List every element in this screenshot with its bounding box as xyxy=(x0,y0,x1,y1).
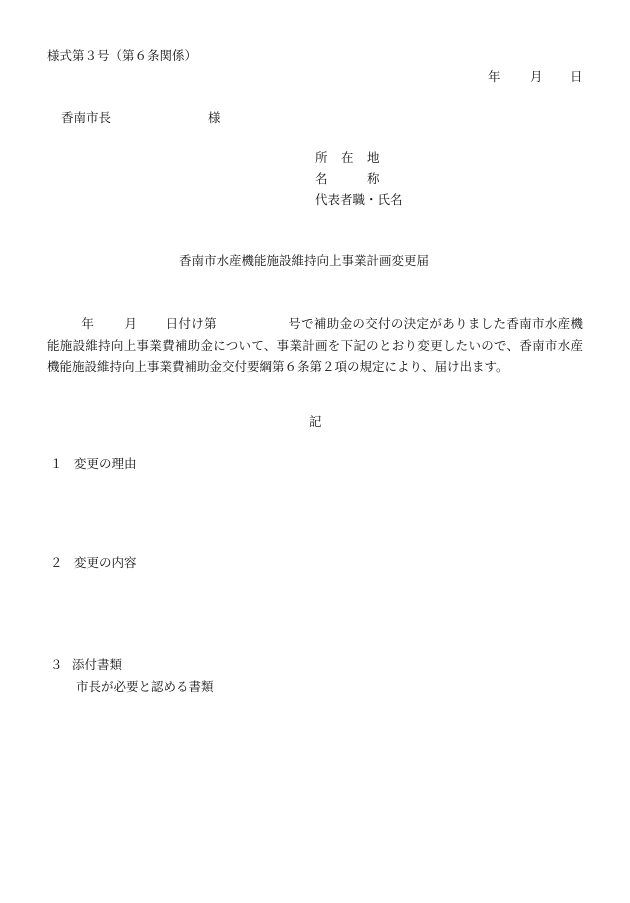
applicant-address-label: 所 在 地 xyxy=(315,150,381,165)
body-year: 年 xyxy=(81,316,95,331)
section-2-number: ２ xyxy=(50,555,63,570)
section-1-heading: 変更の理由 xyxy=(74,456,137,471)
form-number: 様式第３号（第６条関係） xyxy=(47,48,198,63)
section-3-detail: 市長が必要と認める書類 xyxy=(76,679,214,694)
section-2-heading: 変更の内容 xyxy=(74,555,137,570)
section-3-number: ３ xyxy=(50,657,63,672)
applicant-name-label: 名 称 xyxy=(315,171,381,186)
body-month: 月 xyxy=(124,316,138,331)
ki-label: 記 xyxy=(309,414,322,429)
section-3-heading: 添付書類 xyxy=(72,657,123,672)
addressee-honorific: 様 xyxy=(208,110,221,125)
addressee-name: 香南市長 xyxy=(61,110,112,125)
body-text: 号で補助金の交付の決定がありました香南市水産機能施設維持向上事業費補助金について、事業計画を下記のとおり変更したいので、香南市水産機能施設維持向上事業費補助金交付要綱第６条第２項の規定により、届け出ます。 xyxy=(47,316,583,374)
body-dated: 日付け第 xyxy=(165,316,217,331)
date-month-label: 月 xyxy=(530,69,543,84)
date-year-label: 年 xyxy=(488,69,501,84)
body-paragraph xyxy=(47,313,583,378)
section-1-number: １ xyxy=(50,456,63,471)
document-title: 香南市水産機能施設維持向上事業計画変更届 xyxy=(179,253,430,268)
date-day-label: 日 xyxy=(570,69,583,84)
applicant-representative-label: 代表者職・氏名 xyxy=(315,192,403,207)
